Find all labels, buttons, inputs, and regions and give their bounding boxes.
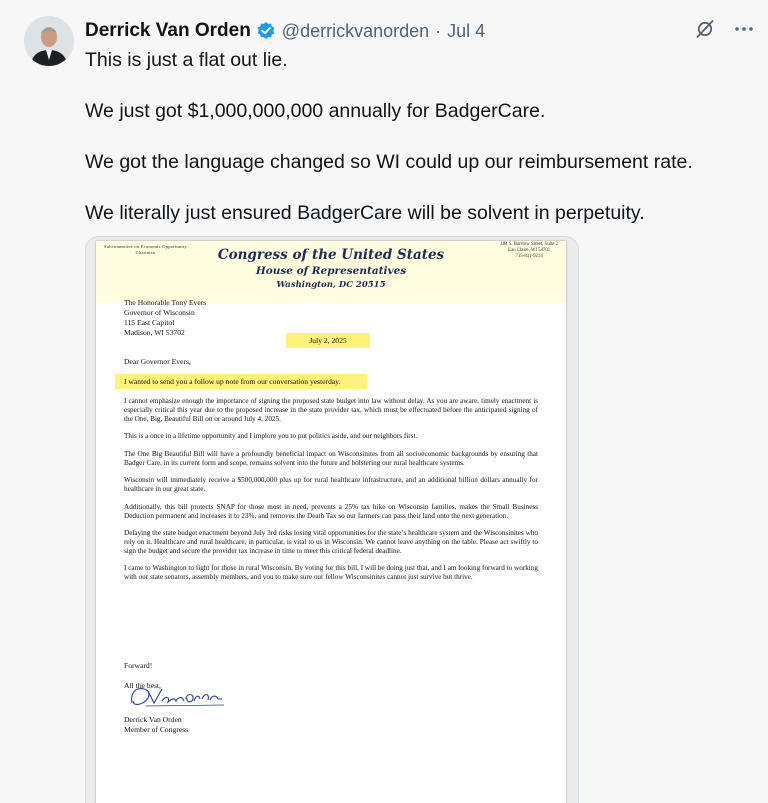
tweet-text [85, 47, 745, 251]
post-date[interactable]: Jul 4 [447, 20, 486, 41]
forward-line: Forward! [124, 661, 153, 670]
more-options-icon[interactable] [734, 19, 754, 44]
grok-icon[interactable] [694, 18, 716, 45]
letterhead-title: Congress of the United States [217, 247, 445, 263]
signer-name: Derrick Van Orden [124, 715, 182, 724]
letter-paragraph: I cannot emphasize enough the importance of signing the proposed state budget into law without delay. As you are aware, timely enactment is especially critical this year due to the proposed increase in the state provider tax, which must be effectuated before the anticipated signing of the One, Big, Beautiful Bill on or around July 4, 2025. [124, 397, 538, 424]
office-phone: 715-831-9214 [515, 254, 543, 259]
tweet-paragraph: We literally just ensured BadgerCare will be solvent in perpetuity. [85, 202, 645, 224]
tweet-actions [694, 18, 754, 45]
opening-line: I wanted to send you a follow up note from our conversation yesterday. [115, 374, 367, 389]
author-name[interactable]: Derrick Van Orden [85, 20, 251, 41]
recipient-line: The Honorable Tony Evers [124, 298, 207, 307]
letter-date: July 2, 2025 [286, 333, 370, 348]
letter-body [124, 397, 538, 591]
verified-badge-icon [256, 21, 276, 41]
closing-line: All the best, [124, 681, 161, 690]
committee-role: Chairman [135, 249, 156, 255]
handwritten-signature [126, 683, 226, 711]
office-city: Eau Claire, WI 54701 [508, 248, 551, 253]
letter-paragraph: Delaying the state budget enactment beyond July 3rd risks losing vital opportunities for the state’s healthcare system and the Wisconsinites who rely on it. Healthcare and rural healthcare, in particular, is vital to us in Wisconsin. We cannot leave anything on the table. Please act swiftly to sign the budget and secure the provider tax increase in time to meet this critical federal deadline. [124, 528, 538, 556]
signer-title: Member of Congress [124, 725, 189, 734]
recipient-line: 115 East Capitol [124, 318, 175, 327]
author-avatar[interactable] [24, 16, 74, 66]
letter-document [96, 241, 566, 803]
letter-paragraph: This is a once in a lifetime opportunity and I implore you to put politics aside, and our neighbors first. [124, 432, 418, 441]
office-street: 404 S. Barstow Street, Suite 2 [500, 242, 558, 247]
header-separator: · [435, 20, 442, 41]
letterhead-city: Washington, DC 20515 [276, 280, 386, 290]
tweet-paragraph: This is just a flat out lie. [85, 49, 288, 71]
letter-paragraph: The One Big Beautiful Bill will have a profoundly beneficial impact on Wisconsinites from all socioeconomic backgrounds by ensuring that Badger Care, in its current form and scope, remains solvent into the future and bolstering our rural healthcare systems. [124, 449, 538, 467]
recipient-address [124, 298, 206, 338]
letterhead-title-block [96, 247, 566, 292]
tweet-paragraph: We got the language changed so WI could up our reimbursement rate. [85, 151, 693, 173]
recipient-line: Governor of Wisconsin [124, 308, 195, 317]
recipient-line: Madison, WI 53702 [124, 328, 185, 337]
letterhead-subtitle: House of Representatives [255, 265, 407, 277]
letter-paragraph: Wisconsin will immediately receive a $500,000,000 plus up for rural healthcare infrastructure, and an additional billion dollars annually for healthcare in our great state. [124, 476, 538, 494]
salutation: Dear Governor Evers, [124, 357, 191, 366]
committee-name: Subcommittee on Economic Opportunity [104, 244, 187, 249]
signer-block [124, 715, 188, 735]
letter-paragraph: I came to Washington to fight for those in rural Wisconsin. By voting for this bill, I will be doing just that, and I am looking forward to working with our state senators, assembly members, and you to make sure our fellow Wisconsinites cannot just survive but thrive. [124, 564, 538, 582]
letter-paragraph: Additionally, this bill protects SNAP for those most in need, prevents a 25% tax hike on Wisconsin families, makes the Small Business Deduction permanent and increases it to 23%, and removes the Death Tax so our farmers can pass their land onto the next generation. [124, 502, 538, 520]
tweet-header [85, 18, 748, 44]
tweet-paragraph: We just got $1,000,000,000 annually for BadgerCare. [85, 100, 546, 122]
author-handle[interactable]: @derrickvanorden [281, 20, 430, 41]
attached-image[interactable] [85, 236, 579, 803]
